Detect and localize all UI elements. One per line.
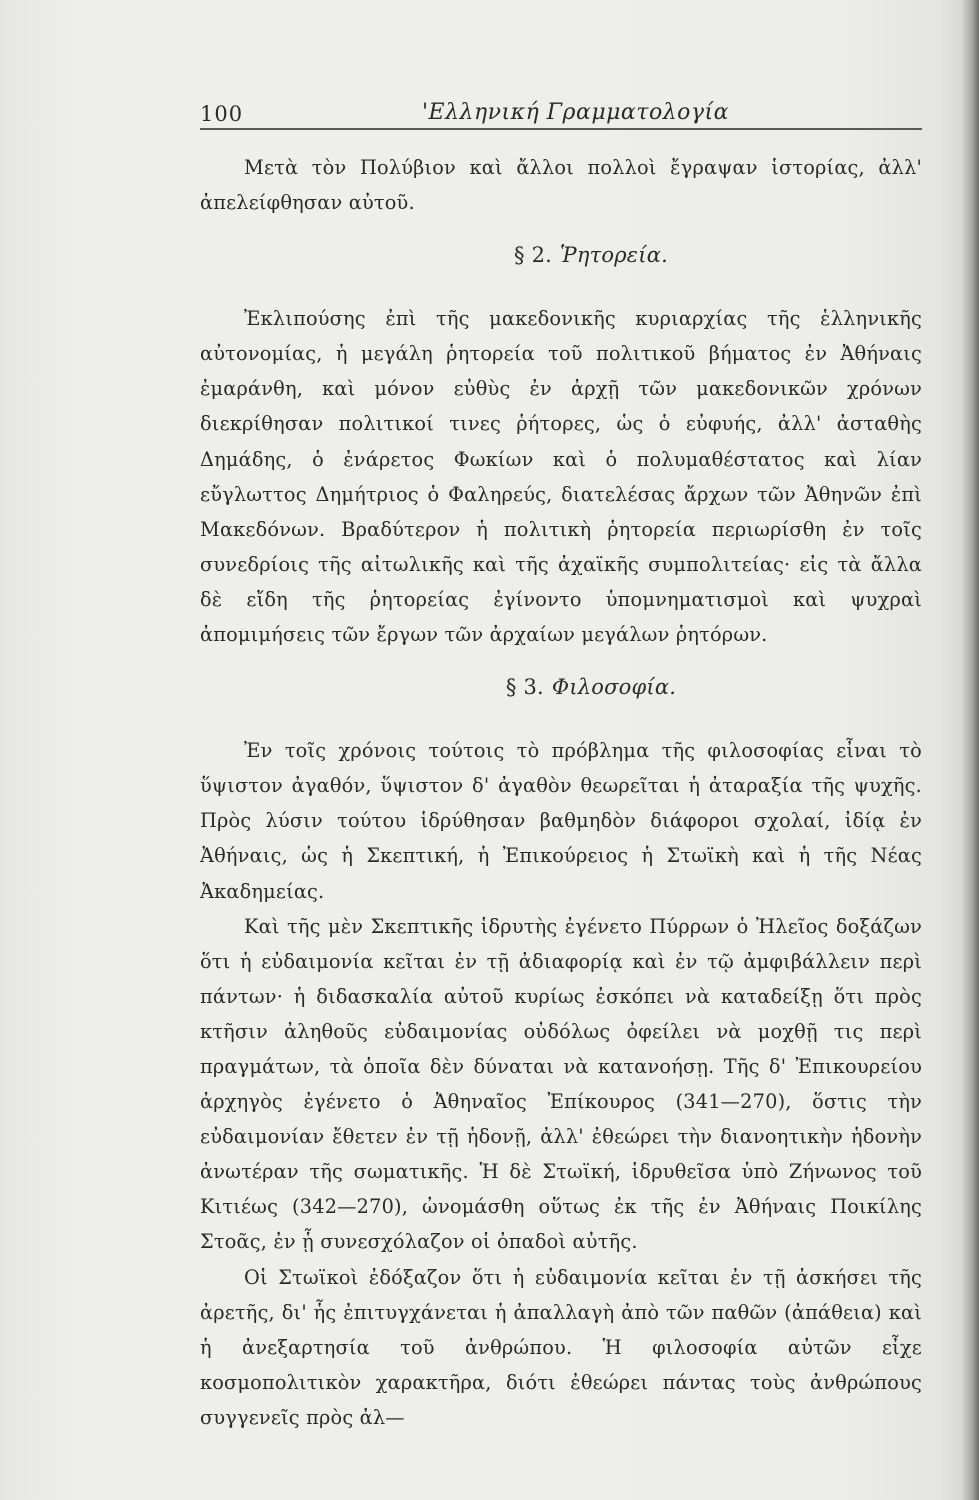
section-heading-philosophy [200, 670, 922, 705]
header-rule [200, 128, 922, 130]
paragraph-intro: Μετὰ τὸν Πολύβιον καὶ ἄλλοι πολλοὶ ἔγραψαν ἱστορίας, ἀλλ' ἀπελείφθησαν αὐτοῦ. [200, 156, 922, 215]
section-heading-rhetoric [200, 238, 922, 273]
paragraph-philosophy-1: Ἐν τοῖς χρόνοις τούτοις τὸ πρόβλημα τῆς φιλοσοφίας εἶναι τὸ ὕψιστον ἀγαθόν, ὕψιστον δ' ἀγαθὸν θεωρεῖται ἡ ἀταραξία τῆς ψυχῆς. Πρὸς λύσιν τούτου ἱδρύθησαν βαθμηδὸν διάφοροι σχολαί, ἰδίᾳ ἐν Ἀθήναις, ὡς ἡ Σκεπτική, ἡ Ἐπικούρειος ἡ Στωϊκὴ καὶ ἡ τῆς Νέας Ἀκαδημείας. [200, 739, 922, 903]
binding-shadow [961, 0, 979, 1500]
section-title: Ῥητορεία. [560, 243, 668, 268]
page-body [200, 150, 922, 1435]
paragraph-philosophy-3: Οἱ Στωϊκοὶ ἐδόξαζον ὅτι ἡ εὐδαιμονία κεῖται ἐν τῇ ἀσκήσει τῆς ἀρετῆς, δι' ἧς ἐπιτυγχάνεται ἡ ἀπαλλαγὴ ἀπὸ τῶν παθῶν (ἀπάθεια) καὶ ἡ ἀνεξαρτησία τοῦ ἀνθρώπου. Ἡ φιλοσοφία αὐτῶν εἶχε κοσμοπολιτικὸν χαρακτῆρα, διότι ἐθεώρει πάντας τοὺς ἀνθρώπους συγγενεῖς πρὸς ἀλ— [200, 1265, 922, 1429]
paragraph-rhetoric: Ἐκλιπούσης ἐπὶ τῆς μακεδονικῆς κυριαρχίας τῆς ἑλληνικῆς αὐτονομίας, ἡ μεγάλη ῥητορεία τοῦ πολιτικοῦ βήματος ἐν Ἀθήναις ἐμαράνθη, καὶ μόνον εὐθὺς ἐν ἀρχῇ τῶν μακεδονικῶν χρόνων διεκρίθησαν πολιτικοί τινες ῥήτορες, ὡς ὁ εὐφυής, ἀλλ' ἀσταθὴς Δημάδης, ὁ ἐνάρετος Φωκίων καὶ ὁ πολυμαθέστατος καὶ λίαν εὔγλωττος Δημήτριος ὁ Φαληρεύς, διατελέσας ἄρχων τῶν Ἀθηνῶν ἐπὶ Μακεδόνων. Βραδύτερον ἡ πολιτικὴ ῥητορεία περιωρίσθη ἐν τοῖς συνεδρίοις τῆς αἰτωλικῆς καὶ τῆς ἀχαϊκῆς συμπολιτείας· εἰς τὰ ἄλλα δὲ εἴδη τῆς ῥητορείας ἐγίνοντο ὑπομνηματισμοὶ καὶ ψυχραὶ ἀπομιμήσεις τῶν ἔργων τῶν ἀρχαίων μεγάλων ῥητόρων. [200, 307, 922, 647]
page-number: 100 [200, 102, 244, 126]
paragraph-philosophy-2: Καὶ τῆς μὲν Σκεπτικῆς ἱδρυτὴς ἐγένετο Πύρρων ὁ Ἠλεῖος δοξάζων ὅτι ἡ εὐδαιμονία κεῖται ἐν τῇ ἀδιαφορίᾳ καὶ ἐν τῷ ἀμφιβάλλειν περὶ πάντων· ἡ διδασκαλία αὐτοῦ κυρίως ἐσκόπει νὰ καταδείξῃ ὅτι πρὸς κτῆσιν ἀληθοῦς εὐδαιμονίας οὐδόλως ὀφείλει νὰ μοχθῇ τις περὶ πραγμάτων, τὰ ὁποῖα δὲν δύναται νὰ κατανοήσῃ. Τῆς δ' Ἐπικουρείου ἀρχηγὸς ἐγένετο ὁ Ἀθηναῖος Ἐπίκουρος (341—270), ὅστις τὴν εὐδαιμονίαν ἔθετεν ἐν τῇ ἡδονῇ, ἀλλ' ἐθεώρει τὴν διανοητικὴν ἡδονὴν ἀνωτέραν τῆς σωματικῆς. Ἡ δὲ Στωϊκή, ἱδρυθεῖσα ὑπὸ Ζήνωνος τοῦ Κιτιέως (342—270), ὠνομάσθη οὕτως ἐκ τῆς ἐν Ἀθήναις Ποικίλης Στοᾶς, ἐν ᾗ συνεσχόλαζον οἱ ὀπαδοὶ αὐτῆς. [200, 914, 922, 1254]
page-header [200, 96, 920, 136]
section-number: § 2. [514, 243, 553, 268]
running-title: 'Ελληνική Γραμματολογία [422, 100, 730, 125]
section-title: Φιλοσοφία. [551, 675, 677, 700]
section-number: § 3. [505, 675, 544, 700]
